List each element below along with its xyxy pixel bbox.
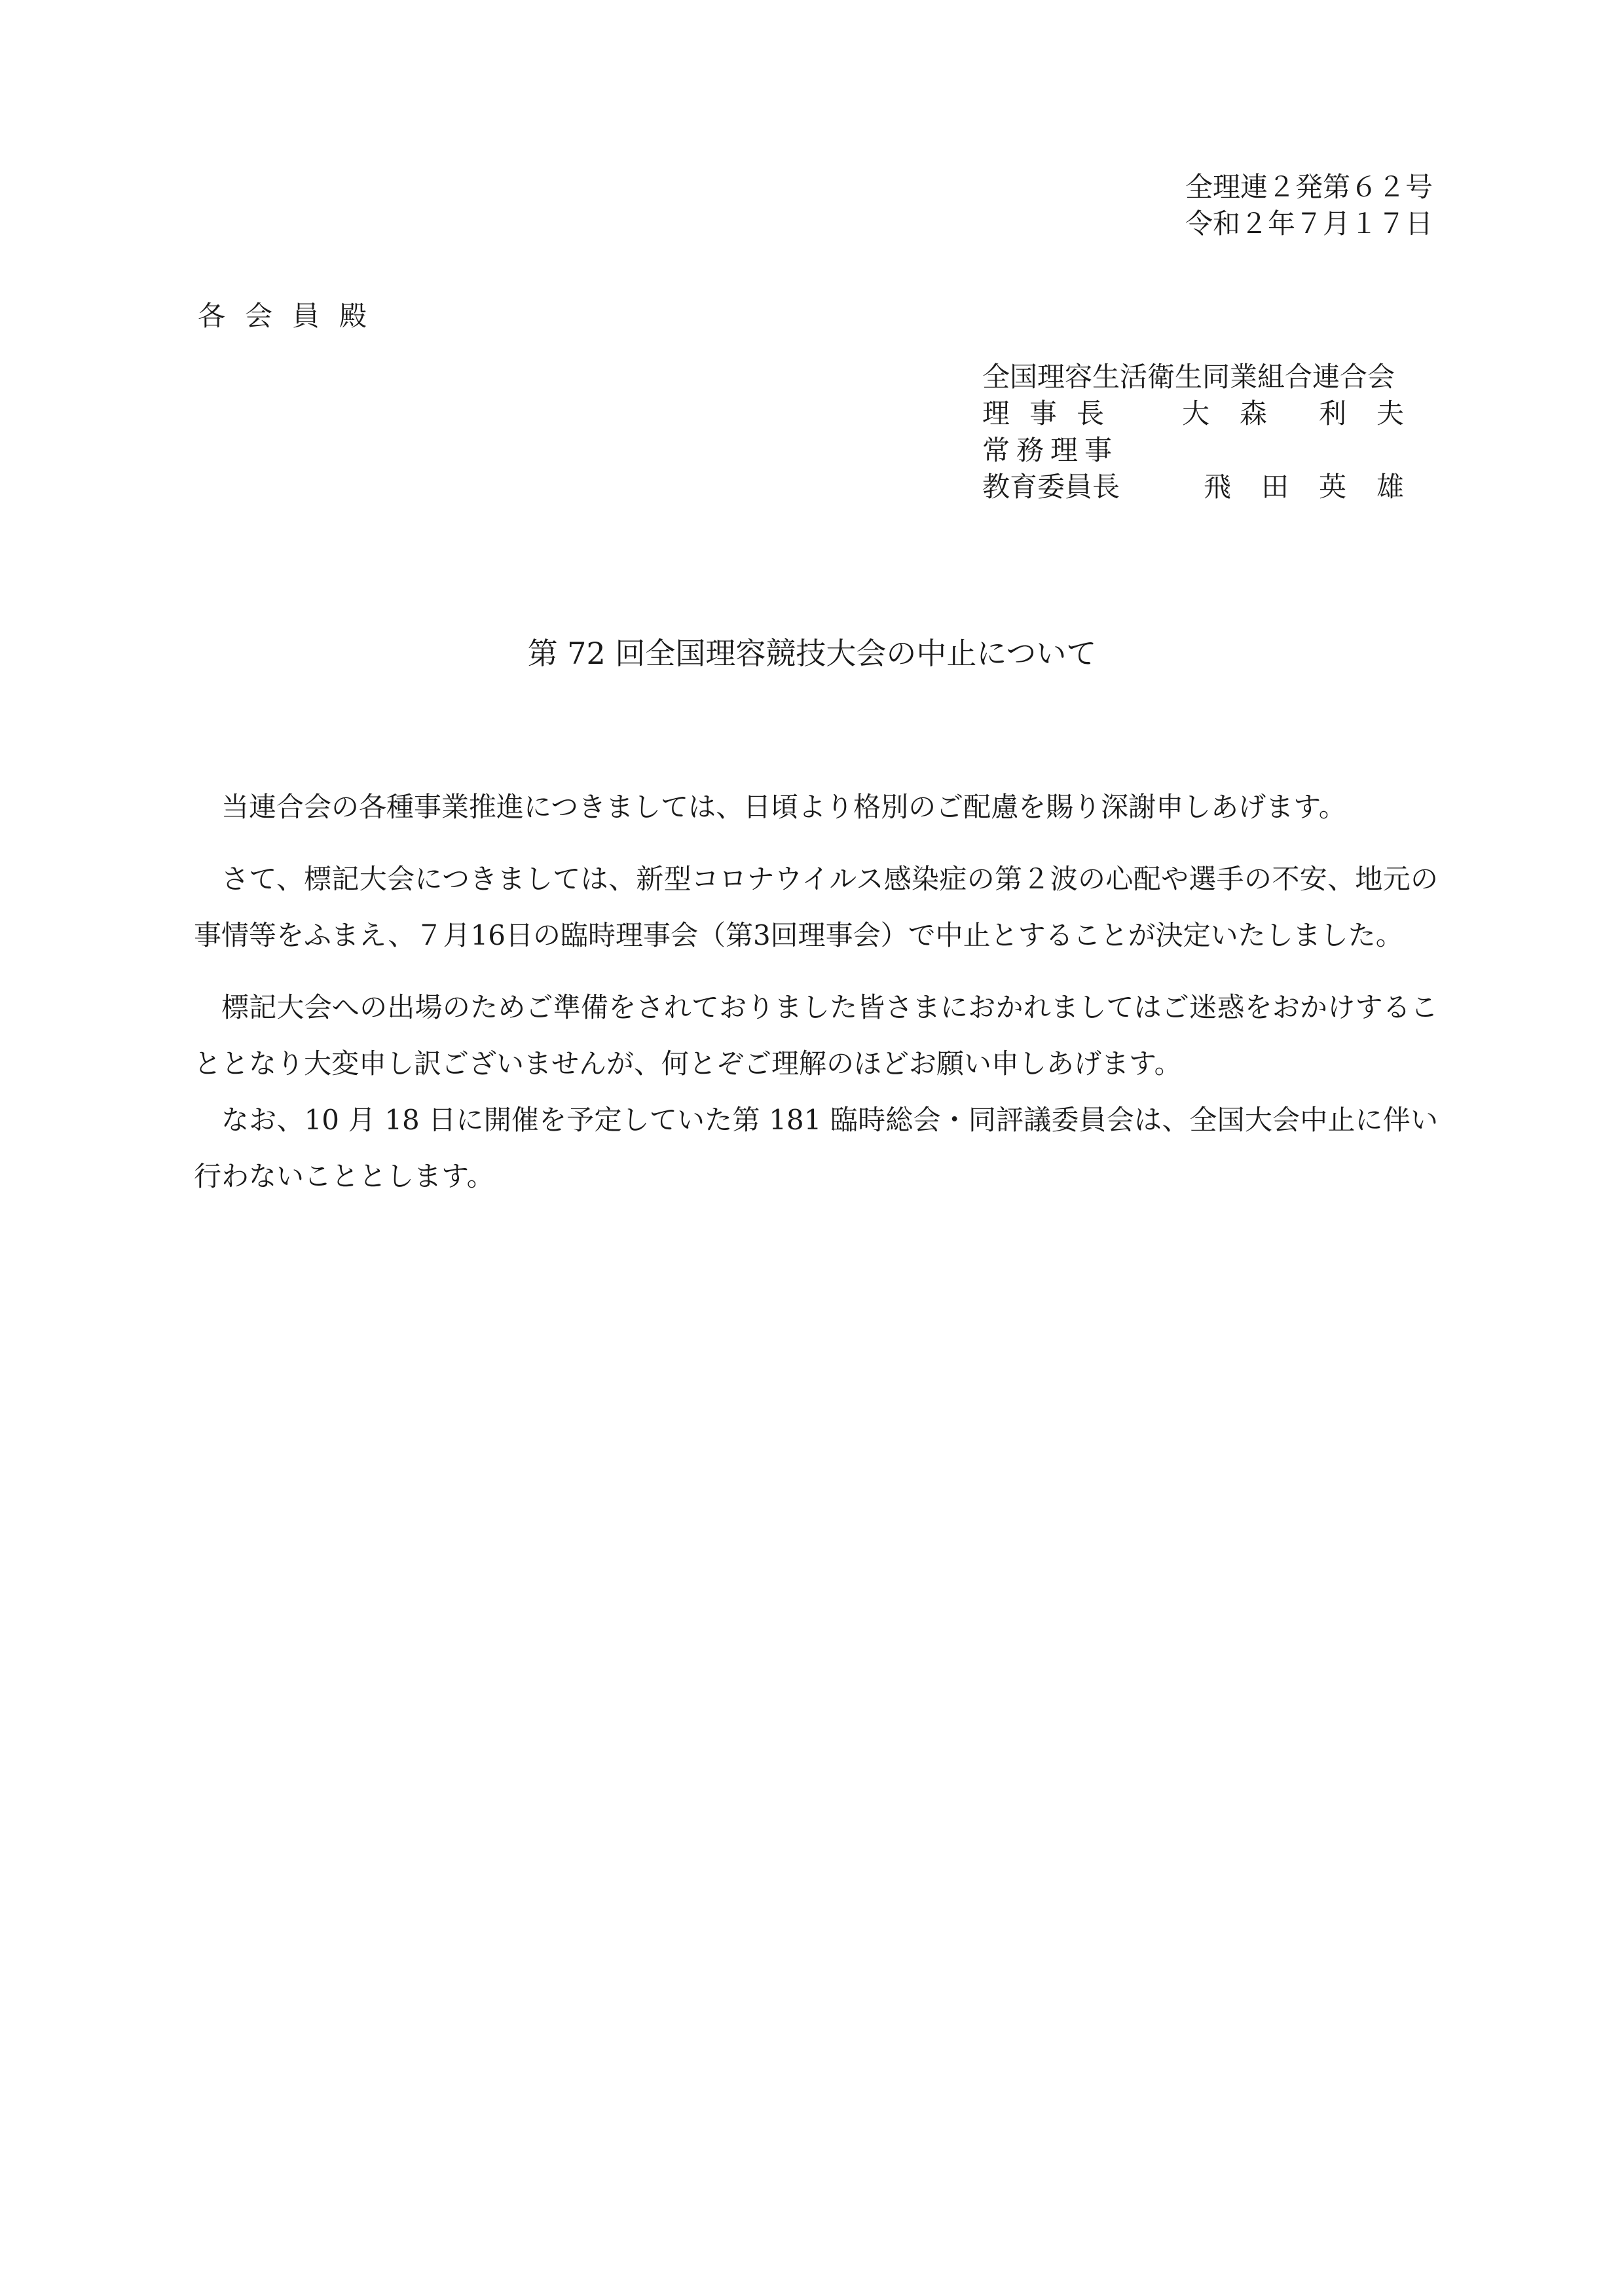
document-body — [194, 779, 1438, 1205]
sender-name — [1164, 469, 1434, 505]
document-title: 第 72 回全国理容競技大会の中止について — [527, 636, 1097, 671]
addressee: 各会員殿 — [198, 300, 387, 332]
sender-block — [982, 359, 1434, 505]
sender-title: 理事長 — [982, 397, 1124, 429]
sender-given-name: 利夫 — [1318, 397, 1434, 429]
sender-title: 教育委員長 — [982, 471, 1120, 503]
body-paragraph: 当連合会の各種事業推進につきましては、日頃より格別のご配慮を賜り深謝申しあげます。 — [221, 791, 1346, 823]
document-date: 令和２年７月１７日 — [1185, 208, 1433, 240]
sender-surname: 大森 — [1182, 397, 1298, 429]
body-paragraph: さて、標記大会につきましては、新型コロナウイルス感染症の第２波の心配や選手の不安、地元の事情等をふまえ、７月16日の臨時理事会（第3回理事会）で中止とすることが決定いたしました。 — [194, 863, 1438, 951]
body-paragraph: なお、10 月 18 日に開催を予定していた第 181 臨時総会・同評議委員会は、全国大会中止に伴い行わないこととします。 — [194, 1104, 1438, 1192]
sender-row-chairman — [982, 395, 1434, 432]
sender-row-managing-director — [982, 432, 1434, 469]
body-paragraph: 標記大会への出場のためご準備をされておりました皆さまにおかれましてはご迷惑をおかけすることとなり大変申し訳ございませんが、何とぞご理解のほどお願い申しあげます。 — [194, 991, 1438, 1080]
sender-name — [1179, 395, 1434, 432]
sender-organization: 全国理容生活衛生同業組合連合会 — [982, 361, 1395, 393]
sender-title: 常務理事 — [982, 434, 1119, 466]
document-reference — [1185, 169, 1433, 242]
sender-given-name: 英雄 — [1318, 471, 1434, 503]
sender-row-education-chair — [982, 469, 1434, 505]
document-number: 全理連２発第６２号 — [1185, 171, 1433, 203]
sender-surname: 飛田 — [1203, 471, 1319, 503]
